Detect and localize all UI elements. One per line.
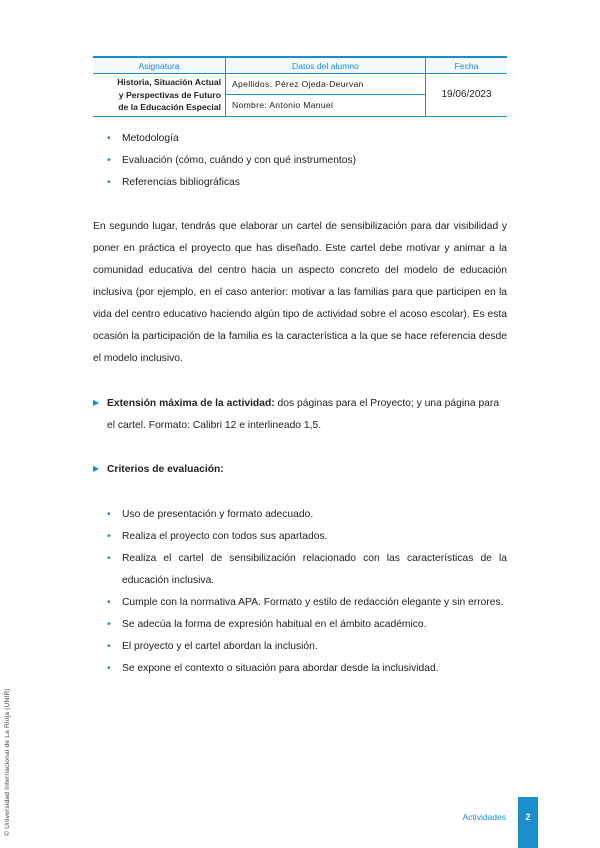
header-col-date: Fecha: [426, 57, 508, 74]
bullet-icon: •: [107, 177, 111, 188]
list-item-text: Se adecúa la forma de expresión habitual en el ámbito académico.: [122, 619, 427, 630]
list-item-text: Metodología: [122, 133, 179, 144]
subject-cell: [93, 74, 226, 117]
header-col-student: Datos del alumno: [226, 57, 426, 74]
bullet-icon: •: [107, 531, 111, 542]
list-item: [107, 128, 356, 150]
list-item-text: El proyecto y el cartel abordan la inclusión.: [122, 641, 318, 652]
extension-item: [93, 392, 507, 437]
list-item-text: Realiza el proyecto con todos sus apartados.: [122, 531, 328, 542]
header-table: [93, 56, 507, 117]
top-bullet-list: [107, 128, 356, 194]
list-item: [107, 172, 356, 194]
criteria-label: Criterios de evaluación:: [107, 464, 224, 475]
bullet-icon: •: [107, 133, 111, 144]
list-item-text: Cumple con la normativa APA. Formato y estilo de redacción elegante y sin errores.: [122, 597, 504, 608]
body-paragraph: En segundo lugar, tendrás que elaborar un cartel de sensibilización para dar visibilidad y poner en práctica el proyecto que has diseñado. Este cartel debe motivar y animar a la comunidad educativa del centro hacia un aspecto concreto del modelo de educación inclusiva (por ejemplo, en el caso anterior: motivar a las familias para que participen en la vida del centro educativo haciendo algún tipo de actividad sobre el acoso escolar). Es esta ocasión la participación de la familia es la característica a la que se hace referencia desde el modelo inclusivo.: [93, 221, 507, 364]
list-item: [107, 504, 507, 526]
list-item: [107, 614, 507, 636]
list-item-text: Evaluación (cómo, cuándo y con qué instrumentos): [122, 155, 357, 166]
subject-line: Historia, Situación Actual: [117, 77, 221, 87]
list-item-text: Uso de presentación y formato adecuado.: [122, 509, 314, 520]
subject-line: de la Educación Especial: [118, 102, 221, 112]
header-col-subject: Asignatura: [93, 57, 226, 74]
footer-section-label: Actividades: [462, 812, 506, 822]
page-number: 2: [518, 797, 538, 848]
extension-text-cont: el cartel. Formato: Calibri 12 e interlineado 1,5.: [107, 420, 322, 431]
list-item: [107, 150, 356, 172]
bullet-icon: •: [107, 641, 111, 652]
bullet-icon: •: [107, 155, 111, 166]
bullet-icon: •: [107, 663, 111, 674]
subject-line: y Perspectivas de Futuro: [118, 89, 221, 100]
list-item-text: Referencias bibliográficas: [122, 177, 240, 188]
student-name: Nombre: Antonio Manuel: [226, 95, 426, 116]
list-item: [107, 592, 507, 614]
bullet-icon: •: [107, 619, 111, 630]
student-surname: Apellidos: Pérez Ojeda-Deurvan: [226, 74, 426, 95]
date-cell: 19/06/2023: [426, 74, 508, 117]
criteria-list: [107, 504, 507, 680]
copyright-sidebar: © Universidad Internacional de La Rioja (UNIR): [4, 688, 11, 836]
list-item-text: Realiza el cartel de sensibilización relacionado con las características de la educación inclusiva.: [122, 553, 507, 586]
bullet-icon: •: [107, 553, 111, 564]
list-item: [107, 548, 507, 592]
bullet-icon: •: [107, 509, 111, 520]
triangle-bullet-icon: ▶: [93, 464, 100, 473]
list-item: [107, 658, 507, 680]
criteria-heading: [93, 458, 507, 481]
extension-label: Extensión máxima de la actividad:: [107, 398, 275, 409]
bullet-icon: •: [107, 597, 111, 608]
extension-text: dos páginas para el Proyecto; y una página para: [274, 398, 500, 409]
list-item-text: Se expone el contexto o situación para abordar desde la inclusividad.: [122, 663, 439, 674]
list-item: [107, 636, 507, 658]
list-item: [107, 526, 507, 548]
triangle-bullet-icon: ▶: [93, 398, 100, 407]
